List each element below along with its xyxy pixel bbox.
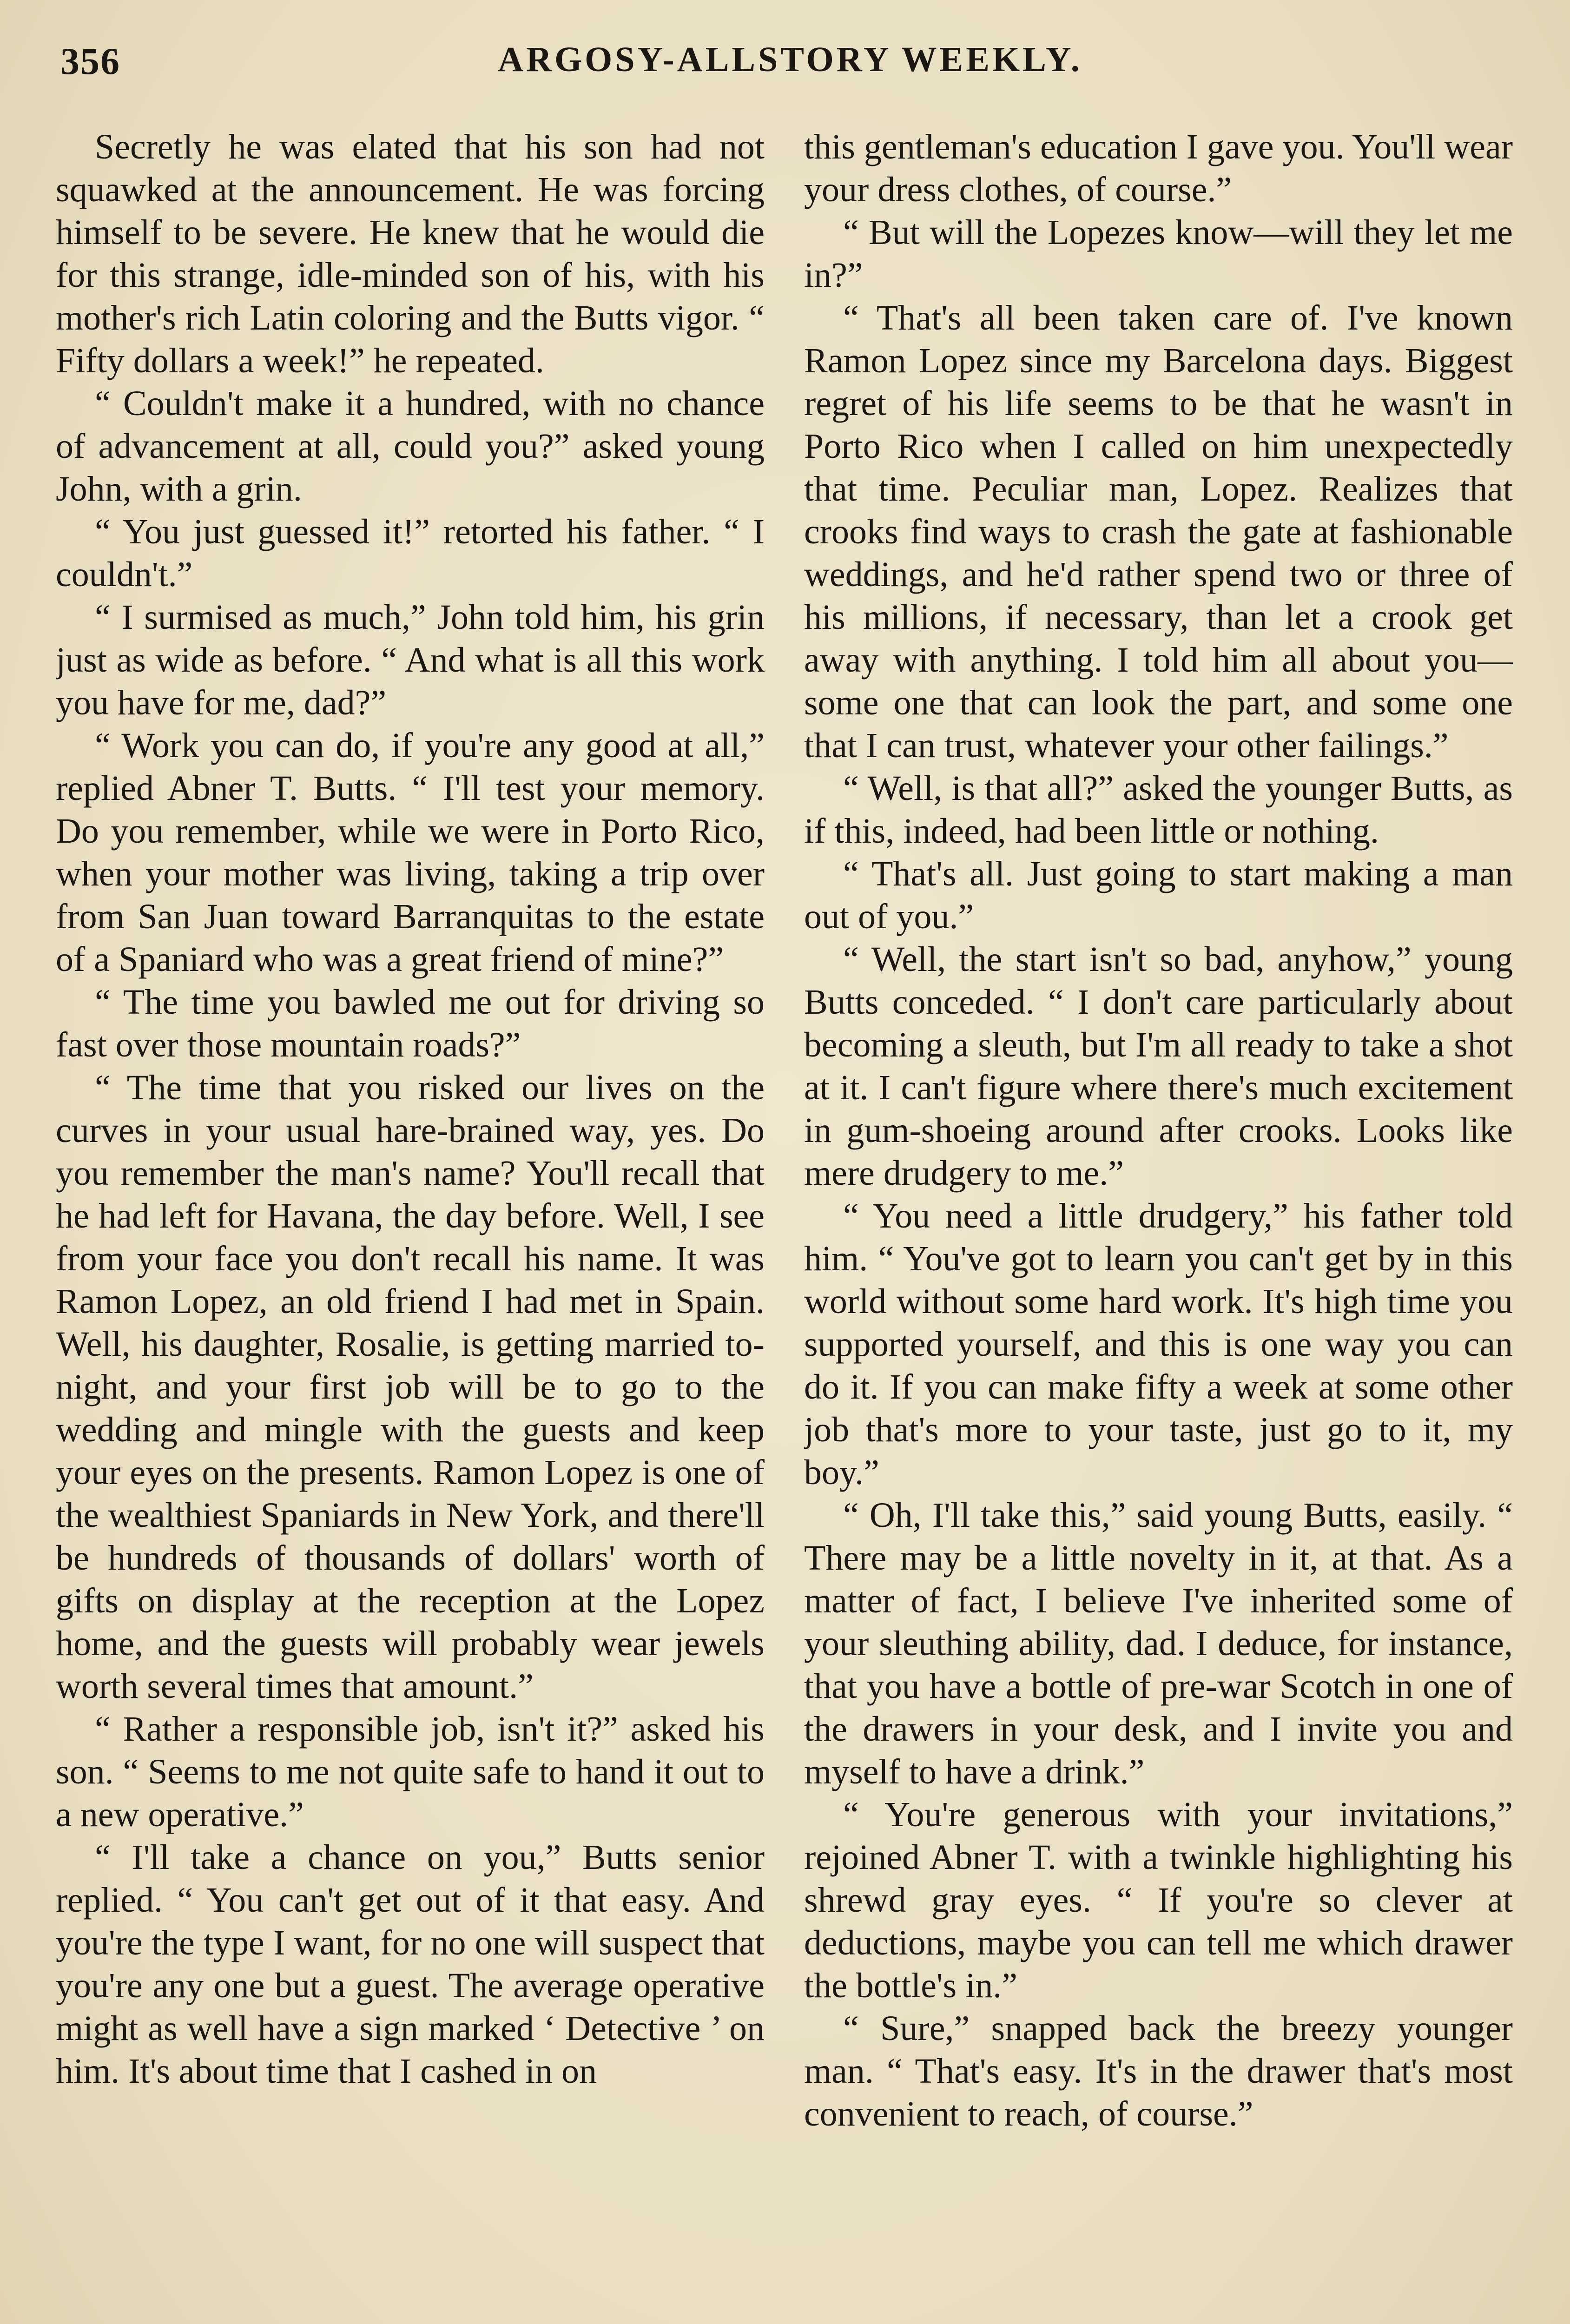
paragraph: “ I'll take a chance on you,” Butts senior replied. “ You can't get out of it that easy. And you're the type I want, for no one will suspect that you're any one but a guest. The average operative might as well have a sign marked ‘ Detective ’ on him. It's about time that I cashed in on [56, 1838, 765, 2091]
magazine-title: ARGOSY-ALLSTORY WEEKLY. [498, 40, 1082, 79]
page-header [56, 40, 1524, 95]
right-column [804, 125, 1513, 2324]
page-number: 356 [60, 40, 120, 82]
paragraph: “ Couldn't make it a hundred, with no chance of advancement at all, could you?” asked young John, with a grin. [56, 384, 765, 508]
paragraph: “ You're generous with your invitations,” rejoined Abner T. with a twinkle highlighting his shrewd gray eyes. “ If you're so clever at deductions, maybe you can tell me which drawer the bottle's in.” [804, 1795, 1513, 2005]
paragraph: “ That's all. Just going to start making a man out of you.” [804, 854, 1513, 936]
paragraph: “ You need a little drudgery,” his father told him. “ You've got to learn you can't get by in this world without some hard work. It's high time you supported yourself, and this is one way you can do it. If you can make fifty a week at some other job that's more to your taste, just go to it, my boy.” [804, 1196, 1513, 1492]
paragraph: “ But will the Lopezes know—will they let me in?” [804, 213, 1513, 295]
left-column [56, 125, 765, 2324]
paragraph: “ The time that you risked our lives on the curves in your usual hare-brained way, yes. Do you remember the man's name? You'll recall that he had left for Havana, the day before. Well, I see from your face you don't recall his name. It was Ramon Lopez, an old friend I had met in Spain. Well, his daughter, Rosalie, is getting married to-night, and your first job will be to go to the wedding and mingle with the guests and keep your eyes on the presents. Ramon Lopez is one of the wealthiest Spaniards in New York, and there'll be hundreds of thousands of dollars' worth of gifts on display at the reception at the Lopez home, and the guests will probably wear jewels worth several times that amount.” [56, 1068, 765, 1706]
paragraph: “ Work you can do, if you're any good at all,” replied Abner T. Butts. “ I'll test your memory. Do you remember, while we were in Porto Rico, when your mother was living, taking a trip over from San Juan toward Barranquitas to the estate of a Spaniard who was a great friend of mine?” [56, 726, 765, 979]
paragraph: “ You just guessed it!” retorted his father. “ I couldn't.” [56, 512, 765, 594]
paragraph: “ I surmised as much,” John told him, his grin just as wide as before. “ And what is all this work you have for me, dad?” [56, 598, 765, 722]
paragraph: this gentleman's education I gave you. You'll wear your dress clothes, of course.” [804, 127, 1513, 209]
paragraph: “ Sure,” snapped back the breezy younger man. “ That's easy. It's in the drawer that's most convenient to reach, of course.” [804, 2009, 1513, 2133]
paragraph: “ Rather a responsible job, isn't it?” asked his son. “ Seems to me not quite safe to hand it out to a new operative.” [56, 1710, 765, 1834]
paragraph: “ That's all been taken care of. I've known Ramon Lopez since my Barcelona days. Biggest regret of his life seems to be that he wasn't in Porto Rico when I called on him unexpectedly that time. Peculiar man, Lopez. Realizes that crooks find ways to crash the gate at fashionable weddings, and he'd rather spend two or three of his millions, if necessary, than let a crook get away with anything. I told him all about you—some one that can look the part, and some one that I can trust, whatever your other failings.” [804, 298, 1513, 765]
paragraph: “ Oh, I'll take this,” said young Butts, easily. “ There may be a little novelty in it, at that. As a matter of fact, I believe I've inherited some of your sleuthing ability, dad. I deduce, for instance, that you have a bottle of pre-war Scotch in one of the drawers in your desk, and I invite you and myself to have a drink.” [804, 1496, 1513, 1791]
paragraph: “ The time you bawled me out for driving so fast over those mountain roads?” [56, 983, 765, 1064]
paragraph: “ Well, is that all?” asked the younger Butts, as if this, indeed, had been little or nothing. [804, 769, 1513, 851]
paragraph: “ Well, the start isn't so bad, anyhow,” young Butts conceded. “ I don't care particularly about becoming a sleuth, but I'm all ready to take a shot at it. I can't figure where there's much excitement in gum-shoeing around after crooks. Looks like mere drudgery to me.” [804, 940, 1513, 1193]
paragraph: Secretly he was elated that his son had not squawked at the announcement. He was forcing himself to be severe. He knew that he would die for this strange, idle-minded son of his, with his mother's rich Latin coloring and the Butts vigor. “ Fifty dollars a week!” he repeated. [56, 127, 765, 380]
